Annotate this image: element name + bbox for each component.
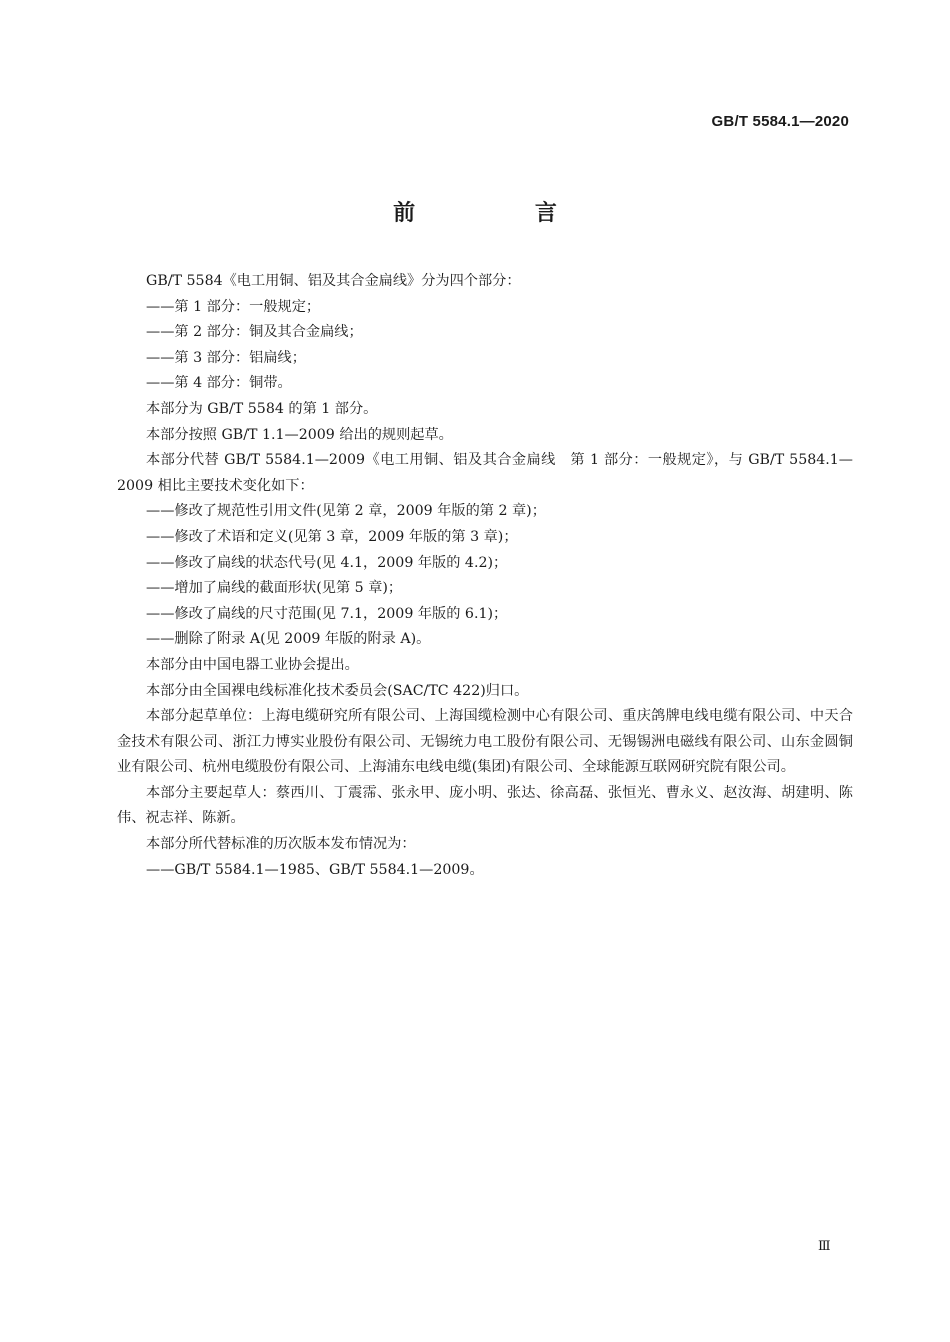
list-item-change-5: ——修改了扁线的尺寸范围(见 7.1，2009 年版的 6.1)； — [146, 605, 508, 622]
list-item-change-3: ——修改了扁线的状态代号(见 4.1，2009 年版的 4.2)； — [146, 554, 508, 571]
page-title: 前 言 — [393, 201, 613, 226]
list-item-part-2: ——第 2 部分：铜及其合金扁线； — [146, 324, 363, 341]
list-item-part-1: ——第 1 部分：一般规定； — [146, 298, 321, 315]
standard-code: GB/T 5584.1—2020 — [711, 113, 849, 130]
paragraph-history-intro: 本部分所代替标准的历次版本发布情况为： — [146, 836, 416, 853]
list-item-change-6: ——删除了附录 A(见 2009 年版的附录 A)。 — [146, 631, 431, 648]
list-item-part-4: ——第 4 部分：铜带。 — [146, 375, 292, 392]
list-item-history: ——GB/T 5584.1—1985、GB/T 5584.1—2009。 — [146, 861, 484, 878]
paragraph-drafting-rules: 本部分按照 GB/T 1.1—2009 给出的规则起草。 — [146, 426, 453, 443]
foreword-body — [117, 269, 853, 883]
paragraph-proposed-by: 本部分由中国电器工业协会提出。 — [146, 656, 359, 673]
list-item-change-1: ——修改了规范性引用文件(见第 2 章，2009 年版的第 2 章)； — [146, 503, 546, 520]
paragraph-under-jurisdiction: 本部分由全国裸电线标准化技术委员会(SAC/TC 422)归口。 — [146, 682, 529, 699]
list-item-part-3: ——第 3 部分：铝扁线； — [146, 349, 306, 366]
paragraph-structure-intro: GB/T 5584《电工用铜、铝及其合金扁线》分为四个部分： — [146, 273, 521, 289]
paragraph-drafters: 本部分主要起草人：蔡西川、丁震霈、张永甲、庞小明、张达、徐高磊、张恒光、曹永义、赵汝海、胡建明、陈伟、祝志祥、陈新。 — [117, 784, 853, 827]
paragraph-this-part: 本部分为 GB/T 5584 的第 1 部分。 — [146, 400, 378, 417]
paragraph-replacement: 本部分代替 GB/T 5584.1—2009《电工用铜、铝及其合金扁线 第 1 部分：一般规定》，与 GB/T 5584.1—2009 相比主要技术变化如下： — [117, 452, 853, 494]
list-item-change-2: ——修改了术语和定义(见第 3 章，2009 年版的第 3 章)； — [146, 528, 518, 545]
page-number: Ⅲ — [818, 1238, 831, 1253]
paragraph-drafting-units: 本部分起草单位：上海电缆研究所有限公司、上海国缆检测中心有限公司、重庆鸽牌电线电缆有限公司、中天合金技术有限公司、浙江力博实业股份有限公司、无锡统力电工股份有限公司、无锡锡洲电磁线有限公司、山东金圆铜业有限公司、杭州电缆股份有限公司、上海浦东电线电缆(集团)有限公司、全球能源互联网研究院有限公司。 — [117, 708, 853, 776]
list-item-change-4: ——增加了扁线的截面形状(见第 5 章)； — [146, 580, 403, 597]
